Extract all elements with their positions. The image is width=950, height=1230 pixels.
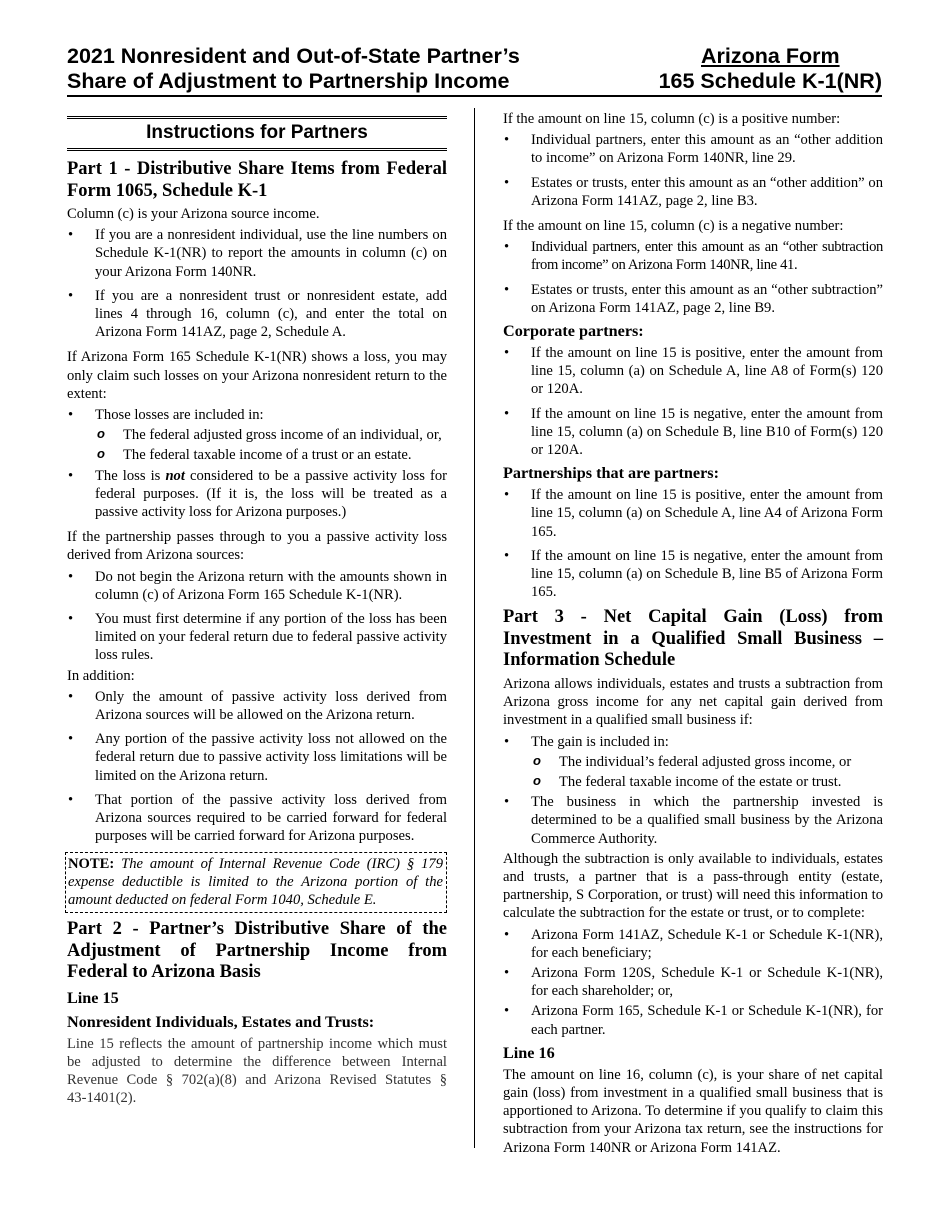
list-item: • Estates or trusts, enter this amount as an “other subtraction” on Arizona Form 141AZ, page 2, line B9.	[503, 281, 883, 317]
list-item: • If you are a nonresident trust or nonresident estate, add lines 4 through 16, column (c), and enter the total on Arizona Form 141AZ, page 2, Schedule A.	[67, 287, 447, 342]
part3-paragraph: Arizona allows individuals, estates and trusts a subtraction from Arizona gross income for any net capital gain derived from investment in a qualified small business if:	[503, 675, 883, 729]
negative-paragraph: If the amount on line 15, column (c) is a negative number:	[503, 218, 844, 235]
column-divider	[474, 108, 475, 1148]
part2-heading: Part 2 - Partner’s Distributive Share of the Adjustment of Partnership Income from Federal to Arizona Basis	[67, 919, 447, 983]
loss-bullet1-text: Those losses are included in:	[95, 407, 264, 424]
note-text: The amount of Internal Revenue Code (IRC) § 179 expense deductible is limited to the Arizona portion of the amount deducted on federal Form 1040, Schedule E.	[68, 855, 443, 908]
list-item: • Do not begin the Arizona return with the amounts shown in column (c) of Arizona Form 165 Schedule K-1(NR).	[67, 568, 447, 604]
form-title-line1: 2021 Nonresident and Out-of-State Partner’s	[67, 44, 520, 68]
sub-list-item: o The individual’s federal adjusted gross income, or	[531, 753, 883, 771]
gain-sublist	[503, 753, 883, 791]
loss-sublist	[67, 426, 447, 464]
gain-list	[503, 733, 883, 751]
loss-bullet2-post: considered to be a passive activity loss for federal purposes. (If it is, the loss will be treated as a passive activity loss for Arizona purposes.)	[95, 467, 447, 521]
although-paragraph: Although the subtraction is only available to individuals, estates and trusts, a partner that is a pass-through entity (estate, partnership, S Corporation, or trust) will need this information to calculate the subtraction for the estate or trust, or to complete:	[503, 850, 883, 922]
left-column	[67, 110, 447, 1110]
list-item: • Only the amount of passive activity loss derived from Arizona sources will be allowed on the Arizona return.	[67, 688, 447, 724]
list-item: • If the amount on line 15 is negative, enter the amount from line 15, column (a) on Schedule B, line B5 of Arizona Form 165.	[503, 547, 883, 602]
loss-bullet2-emphasis: not	[165, 467, 185, 484]
note-label: NOTE:	[68, 855, 115, 872]
line16-paragraph: The amount on line 16, column (c), is your share of net capital gain (loss) from investment in a qualified small business that is apportioned to Arizona. To determine if you qualify to claim this subtraction from your Arizona tax return, see the instructions for Arizona Form 140NR or Arizona Form 141AZ.	[503, 1066, 883, 1156]
list-item: • If the amount on line 15 is positive, enter the amount from line 15, column (a) on Schedule A, line A4 of Arizona Form 165.	[503, 486, 883, 541]
list-item: • The business in which the partnership invested is determined to be a qualified small business by the Arizona Commerce Authority.	[503, 793, 883, 848]
instructions-title: Instructions for Partners	[67, 116, 447, 151]
list-item: • That portion of the passive activity loss derived from Arizona sources required to be carried forward for federal purposes will be carried forward for Arizona purposes.	[67, 791, 447, 846]
part1-list	[67, 226, 447, 341]
list-item: • Arizona Form 141AZ, Schedule K-1 or Schedule K-1(NR), for each beneficiary;	[503, 926, 883, 962]
list-item: • Arizona Form 165, Schedule K-1 or Schedule K-1(NR), for each partner.	[503, 1002, 883, 1038]
list-item: • If you are a nonresident individual, use the line numbers on Schedule K-1(NR) to report the amounts in column (c) on your Arizona Form 140NR.	[67, 226, 447, 281]
list-item: • You must first determine if any portion of the loss has been limited on your federal return due to federal passive activity loss rules.	[67, 610, 447, 665]
list-item: • Estates or trusts, enter this amount as an “other addition” on Arizona Form 141AZ, page 2, line B3.	[503, 174, 883, 210]
list-item: • Arizona Form 120S, Schedule K-1 or Schedule K-1(NR), for each shareholder; or,	[503, 964, 883, 1000]
page-header	[67, 44, 882, 98]
part1-heading: Part 1 - Distributive Share Items from Federal Form 1065, Schedule K-1	[67, 159, 447, 201]
list-item	[67, 467, 447, 522]
complete-list	[503, 926, 883, 1039]
addition-list	[67, 688, 447, 846]
part1-intro: Column (c) is your Arizona source income.	[67, 206, 320, 222]
sub-list-item: o The federal taxable income of the estate or trust.	[531, 773, 883, 791]
sub-list-item: o The federal adjusted gross income of an individual, or,	[95, 426, 447, 444]
business-list	[503, 793, 883, 848]
part3-heading: Part 3 - Net Capital Gain (Loss) from Investment in a Qualified Small Business – Information Schedule	[503, 607, 883, 671]
line15-paragraph: Line 15 reflects the amount of partnership income which must be adjusted to determine the difference between Internal Revenue Code § 702(a)(8) and Arizona Revised Statutes § 43‑1401(2).	[67, 1035, 447, 1107]
positive-paragraph: If the amount on line 15, column (c) is a positive number:	[503, 111, 841, 127]
form-number	[659, 44, 882, 94]
partnerships-heading: Partnerships that are partners:	[503, 464, 719, 483]
list-item: • Any portion of the passive activity loss not allowed on the federal return due to passive activity loss limitations will be limited on the Arizona return.	[67, 730, 447, 785]
list-item: • Individual partners, enter this amount as an “other subtraction from income” on Arizona Form 140NR, line 41.	[503, 238, 883, 274]
list-item: • If the amount on line 15 is negative, enter the amount from line 15, column (a) on Schedule B, line B10 of Form(s) 120 or 120A.	[503, 405, 883, 460]
form-number-line1: Arizona Form	[701, 44, 840, 68]
passive-paragraph: If the partnership passes through to you a passive activity loss derived from Arizona sources:	[67, 529, 447, 564]
right-column	[503, 110, 883, 1160]
loss-paragraph: If Arizona Form 165 Schedule K-1(NR) shows a loss, you may only claim such losses on your Arizona nonresident return to the extent:	[67, 349, 447, 402]
header-rule	[67, 95, 882, 97]
loss-list	[67, 406, 447, 424]
negative-list	[503, 238, 883, 317]
corporate-heading: Corporate partners:	[503, 322, 644, 341]
positive-list	[503, 131, 883, 210]
form-number-line2: 165 Schedule K-1(NR)	[658, 69, 882, 93]
loss-list-2	[67, 467, 447, 522]
addition-label: In addition:	[67, 667, 135, 684]
line16-heading: Line 16	[503, 1043, 555, 1062]
sub-list-item: o The federal taxable income of a trust or an estate.	[95, 446, 447, 464]
partnerships-list	[503, 486, 883, 601]
form-title-line2: Share of Adjustment to Partnership Income	[67, 69, 510, 93]
passive-list	[67, 568, 447, 665]
form-title	[67, 44, 520, 94]
nonresident-heading: Nonresident Individuals, Estates and Trusts:	[67, 1012, 375, 1031]
line15-heading: Line 15	[67, 988, 119, 1007]
list-item: • The gain is included in:	[503, 733, 883, 751]
list-item: • If the amount on line 15 is positive, enter the amount from line 15, column (a) on Schedule A, line A8 of Form(s) 120 or 120A.	[503, 344, 883, 399]
loss-bullet2-pre: The loss is	[95, 467, 166, 484]
list-item	[67, 406, 447, 424]
list-item: • Individual partners, enter this amount as an “other addition to income” on Arizona Form 140NR, line 29.	[503, 131, 883, 167]
note-box	[65, 852, 447, 914]
corporate-list	[503, 344, 883, 459]
